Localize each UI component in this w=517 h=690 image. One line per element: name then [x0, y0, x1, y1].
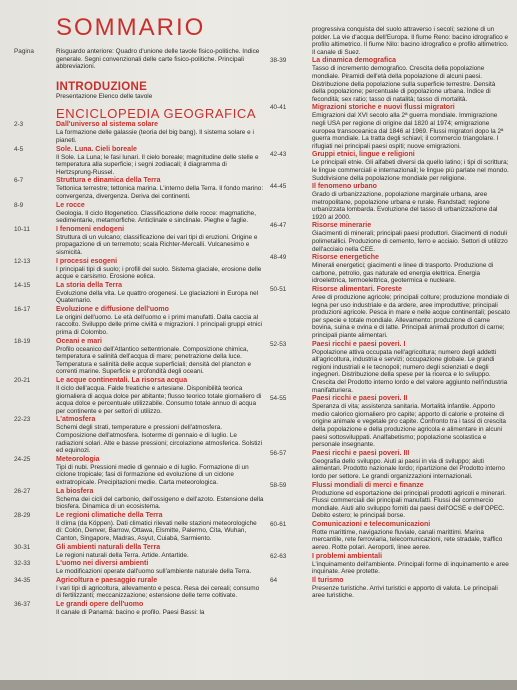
toc-entry	[14, 146, 264, 177]
page-number: 40-41	[270, 104, 287, 112]
page-number: 56-57	[270, 449, 287, 457]
entry-description: Le principali etnie. Gli alfabeti diversi da quello latino; i tipi di scrittura; le lingue commerciali e internazionali; le lingue più parlate nel mondo. Suddivisione della popolazione mondiale per religione.	[312, 159, 509, 182]
page-number: 24-25	[14, 455, 31, 463]
entry-heading: Meteorologia	[56, 455, 100, 463]
right-lead	[270, 26, 510, 56]
toc-entry	[270, 222, 510, 253]
toc-entry	[14, 121, 264, 144]
entry-description: Geografia dello sviluppo. Aiuti ai paesi in via di sviluppo; aiuti alimentari. Prodotto nazionale lordo; ripartizione del Prodotto interno lordo per settore. Le grandi organizzazioni internazionali.	[312, 457, 505, 480]
entry-description: I principali tipi di suolo; i profili del suolo. Sistema glaciale, erosione delle acque e carsismo. Erosione eolica.	[56, 265, 262, 281]
page-number: 6-7	[14, 177, 24, 185]
enciclopedia-heading: ENCICLOPEDIA GEOGRAFICA	[56, 106, 257, 122]
entry-heading: Paesi ricchi e paesi poveri. III	[312, 449, 410, 457]
page-number: 28-29	[14, 511, 31, 519]
enciclopedia-entries	[14, 121, 264, 616]
page-number: 4-5	[14, 145, 24, 153]
entry-description: Minerali energetici; giacimenti e linee di trasporto. Produzione di carbone, petrolio, gas naturale ed energia elettrica. Energia idroelettrica, termoelettrica, geotermica e nucleare.	[312, 262, 494, 285]
toc-entry	[14, 456, 264, 487]
toc-entry	[14, 226, 264, 257]
page-number: 36-37	[14, 600, 31, 608]
entry-heading: Risorse energetiche	[312, 254, 379, 262]
toc-entry	[14, 258, 264, 281]
page-number: 44-45	[270, 183, 287, 191]
toc-entry	[270, 482, 510, 520]
intro-block	[14, 48, 264, 71]
entry-description: Tettonica terrestre; tettonica marina. L'interno della Terra. Il fondo marino: convergenza, divergenza. Deriva dei continenti.	[56, 185, 264, 200]
entry-heading: Il turismo	[312, 576, 344, 584]
entry-heading: Risorse minerarie	[312, 222, 372, 230]
entry-heading: Paesi ricchi e paesi poveri. II	[312, 395, 408, 403]
entry-heading: Il fenomeno urbano	[312, 183, 377, 191]
entry-description: Speranza di vita; assistenza sanitaria. Mortalità infantile. Apporto medio calorico giornaliero pro capite; apporto di calorie e proteine di origine animale e vegetale pro capite. Confronto tra i tassi di crescita della popolazione e della produzione agricola e alimentare in alcuni paesi sottosviluppati. Analfabetismo; popolazione scolastica e personale insegnante.	[312, 403, 506, 449]
introduzione-heading: INTRODUZIONE	[56, 80, 148, 93]
toc-entry	[270, 286, 510, 340]
page-number: 48-49	[270, 254, 287, 262]
toc-entry	[14, 177, 264, 200]
entry-heading: La biosfera	[56, 487, 94, 495]
left-column	[14, 48, 264, 618]
page-number: 54-55	[270, 395, 287, 403]
entry-heading: I fenomeni endogeni	[56, 225, 125, 233]
entry-description: Le origini dell'uomo. Le età dell'uomo e i primi manufatti. Dalla caccia al raccolto. Sviluppo delle prime civiltà e migrazioni. I principali gruppi etnici prima di Colombo.	[56, 313, 263, 337]
entry-heading: Gruppi etnici, lingue e religioni	[312, 151, 415, 159]
entry-heading: Le regioni climatiche della Terra	[56, 511, 163, 519]
entry-description: Schemi degli strati, temperature e pressioni dell'atmosfera. Composizione dell'atmosfera. Isoterme di gennaio e di luglio. Le radiazioni solari. Alte e basse pressioni; circolazione atmosferica. Solstizi ed equinozi.	[56, 424, 263, 455]
right-column	[270, 26, 510, 601]
entry-heading: I problemi ambientali	[312, 552, 383, 560]
entry-description: Grado di urbanizzazione, popolazione marginale urbana, aree metropolitane, popolazione urbana e rurale. Randstad; regione urbanizzata lombarda. Evoluzione del tasso di urbanizzazione dal 1920 al 2000.	[312, 191, 498, 221]
page-number: 60-61	[270, 520, 287, 528]
entry-heading: Migrazioni storiche e nuovi flussi migratori	[312, 104, 455, 112]
page-number: 42-43	[270, 151, 287, 159]
toc-entry	[14, 488, 264, 511]
entry-heading: L'atmosfera	[56, 416, 96, 424]
page-number: 30-31	[14, 543, 31, 551]
entry-description: Schema dei cicli del carbonio, dell'ossigeno e dell'azoto. Estensione della biosfera. Dinamica di un ecosistema.	[56, 495, 264, 511]
toc-entry	[270, 577, 510, 600]
page-number: 16-17	[14, 305, 31, 313]
page-number: 46-47	[270, 222, 287, 230]
entry-heading: Le rocce	[56, 201, 85, 209]
toc-entry	[14, 202, 264, 225]
entry-description: L'inquinamento dell'ambiente. Principali forme di inquinamento e aree inquinate. Aree protette.	[312, 560, 509, 576]
toc-entry	[270, 450, 510, 481]
entry-heading: Gli ambienti naturali della Terra	[56, 543, 161, 551]
entry-heading: Dall'universo al sistema solare	[56, 121, 159, 129]
toc-entry	[270, 254, 510, 285]
entry-heading: Agricoltura e paesaggio rurale	[56, 576, 158, 584]
toc-entry	[270, 183, 510, 221]
toc-entry	[14, 544, 264, 560]
toc-entry	[270, 521, 510, 552]
page-number: 20-21	[14, 377, 31, 385]
page-number: 18-19	[14, 337, 31, 345]
toc-entry	[14, 512, 264, 543]
toc-entry	[14, 560, 264, 576]
page-number: 34-35	[14, 576, 31, 584]
page-number: 12-13	[14, 257, 31, 265]
entry-description: Tasso di incremento demografico. Crescita della popolazione mondiale. Piramidi dell'età della popolazione di alcuni paesi. Distribuzione della popolazione sulla superficie terrestre. Densità della popolazione; percentuale di popolazione urbana. Indice di fecondità; sex ratio; tasso di natalità; tasso di mortalità.	[312, 65, 496, 103]
toc-entry	[14, 306, 264, 337]
entry-heading: Comunicazioni e telecomunicazioni	[312, 520, 431, 528]
intro-text: Risguardo anteriore: Quadro d'unione delle tavole fisico-politiche. Indice generale. Segni convenzionali delle carte fisico-politiche. Principali abbreviazioni.	[56, 48, 260, 71]
toc-entry	[270, 395, 510, 449]
entry-heading: Paesi ricchi e paesi poveri. I	[312, 340, 406, 348]
entry-description: Struttura di un vulcano; classificazione dei vari tipi di eruzioni. Origine e propagazione di un terremoto; scala Richter-Mercalli. Vulcanesimo e sismicità.	[56, 233, 258, 256]
page-number: 10-11	[14, 225, 30, 233]
page-label: Pagina	[14, 48, 34, 55]
page-number: 8-9	[14, 201, 24, 209]
entry-heading: Sole. Luna. Cieli boreale	[56, 145, 137, 153]
toc-entry	[270, 553, 510, 576]
entry-description: Rotte marittime, navigazione fluviale, canali marittimi. Marina mercantile, rete ferroviaria, telecomunicazioni, rete stradale, traffico aereo. Rotte polari. Aeroporti, linee aeree.	[312, 528, 503, 552]
entry-description: Il clima (da Köppen). Dati climatici rilevati nelle stazioni meteorologiche di: Colón, Denver, Barrow, Ottawa, Elsmitte, Palermo, Cita, Wuhan, Canton, Singapore, Madras, Asyut, Cuiabá, Sarmiento.	[56, 519, 257, 542]
entry-description: La formazione delle galassie (teoria del big bang). Il sistema solare e i pianeti.	[56, 129, 254, 144]
entry-heading: Oceani e mari	[56, 337, 102, 345]
entry-description: Geologia. Il ciclo litogenetico. Classificazione delle rocce: magmatiche, sedimentarie, metamorfiche. Anticlinale e sinclinale. Pieghe e faglie.	[56, 209, 256, 225]
entry-description: Le modificazioni operate dall'uomo sull'ambiente naturale della Terra.	[56, 568, 252, 576]
page-number: 50-51	[270, 286, 287, 294]
entry-description: Il Sole. La Luna; le fasi lunari. Il cielo boreale; magnitudine delle stelle e temperatura alla superficie; i segni zodiacali; il diagramma di Hertzsprung-Russel.	[56, 153, 259, 176]
entry-heading: Le acque continentali. La risorsa acqua	[56, 377, 188, 385]
entry-description: Popolazione attiva occupata nell'agricoltura; numero degli addetti all'agricoltura, industria e servizi; occupazione globale. Le grandi regioni industriali e le tecnopoli; numero degli scienziati e degli ingegneri. Distribuzione della spese per la ricerca e lo sviluppo. Crescita del Prodotto interno lordo e del valore aggiunto nell'industria manifatturiera.	[312, 348, 508, 394]
page-number: 22-23	[14, 416, 31, 424]
toc-entry	[270, 341, 510, 395]
page-number: 62-63	[270, 552, 287, 560]
toc-entry	[14, 601, 264, 617]
entry-description: Emigrazioni dal XVI secolo alla 2ª guerra mondiale. Immigrazione negli USA per regione di origine dal 1820 al 1974; emigrazione europea transoceanica dal 1846 al 1969. Flussi migratori dopo la 2ª guerra mondiale. La tratta degli schiavi; il commercio triangolare. I rifugiati nei principali paesi ospiti; nuove emigrazioni.	[312, 112, 504, 150]
entry-description: I vari tipi di agricoltura, allevamento e pesca. Resa dei cereali; consumo di fertilizzanti; meccanizzazione; estensione delle terre coltivate.	[56, 584, 260, 600]
page-number: 52-53	[270, 340, 287, 348]
page-number: 26-27	[14, 487, 31, 495]
introduzione-text: Presentazione Elenco delle tavole	[56, 92, 153, 100]
toc-entry	[14, 338, 264, 376]
page-number: 2-3	[14, 121, 24, 129]
page-number: 64	[270, 576, 278, 584]
page-number: 14-15	[14, 281, 31, 289]
entry-description: Il canale di Panamá: bacino e profilo. Paesi Bassi: la	[56, 608, 205, 616]
entry-heading: Flussi mondiali di merci e finanze	[312, 481, 424, 489]
page-number: 38-39	[270, 57, 287, 65]
entry-heading: Evoluzione e diffusione dell'uomo	[56, 305, 169, 313]
entry-description: Le regioni naturali della Terra. Artide. Antartide.	[56, 551, 189, 559]
toc-entry	[270, 151, 510, 182]
entry-heading: Risorse alimentari. Foreste	[312, 286, 402, 294]
right-entries	[270, 57, 510, 600]
toc-entry	[14, 282, 264, 305]
toc-entry	[14, 577, 264, 600]
entry-description: Aree di produzione agricole; principali colture; produzione mondiale di legna per uso industriale e da ardere, aree improduttive; principali produzioni agricole. Pesca in mare e nelle acque continentali; pescato per specie e totale mondiale. Allevamento: produzione di carne bovina, suina e ovina e di latte. Principali animali produttori di carne; principali piante alimentari.	[312, 294, 510, 339]
entry-heading: I processi esogeni	[56, 257, 118, 265]
entry-description: Profilo oceanico dell'Atlantico settentrionale. Composizione chimica, temperatura e salinità dell'acqua di mare; penetrazione della luce. Temperatura e salinità delle acque superficiali; densità del plancton e correnti marine. Superficie e profondità degli oceani.	[56, 345, 252, 376]
toc-entry	[14, 377, 264, 415]
entry-heading: L'uomo nei diversi ambienti	[56, 560, 149, 568]
entry-description: Evoluzione della vita. Le quattro orogenesi. Le glaciazioni in Europa nel Quaternario.	[56, 289, 259, 305]
entry-description: Presenze turistiche. Arrivi turistici e apporto di valuta. Le principali aree turistiche.	[312, 584, 498, 600]
entry-description: Giacimenti di minerali; principali paesi produttori. Giacimenti di noduli polimetallici. Produzione di cemento, ferro e acciaio. Settori di utilizzo dell'acciaio nella CEE.	[312, 230, 508, 253]
entry-description: Tipi di nubi. Pressioni medie di gennaio e di luglio. Formazione di un ciclone tropicale; fasi di formazione ed evoluzione di un ciclone extratropicale. Precipitazioni medie. Carta meteorologica.	[56, 463, 249, 486]
entry-description: Produzione ed esportazione dei principali prodotti agricoli e minerari. Flussi commerciali dei principali manufatti. Flussi del commercio mondiale. Aiuti allo sviluppo forniti dai paesi dell'OCSE e dell'OPEC. Debito estero; le principali borse.	[312, 489, 506, 520]
entry-heading: La dinamica demografica	[312, 57, 397, 65]
entry-heading: La storia della Terra	[56, 281, 123, 289]
page-title: SOMMARIO	[56, 14, 206, 41]
entry-description: Il ciclo dell'acqua. Falde freatiche e artesiane. Disponibilità teorica giornaliera di acqua dolce per abitante; flusso teorico totale giornaliero di acqua dolce e percentuale utilizzabile. Consumo totale annuo di acqua per continente e per settori di utilizzo.	[56, 385, 262, 415]
toc-entry	[14, 416, 264, 454]
page-number: 32-33	[14, 560, 31, 568]
entry-heading: Le grandi opere dell'uomo	[56, 600, 144, 608]
toc-entry	[270, 57, 510, 103]
bottom-edge	[0, 680, 517, 690]
toc-entry	[270, 104, 510, 150]
right-lead-text: progressiva conquista del suolo attraverso i secoli; sezione di un polder. La vie d'acqua dell'Europa. Il fiume Reno: bacino idrografico e profilo altimetrico. Il fiume Nilo: bacino idrografico e profilo altimetrico. Il canale di Suez.	[312, 26, 509, 56]
page-number: 58-59	[270, 481, 287, 489]
entry-heading: Struttura e dinamica della Terra	[56, 177, 161, 185]
